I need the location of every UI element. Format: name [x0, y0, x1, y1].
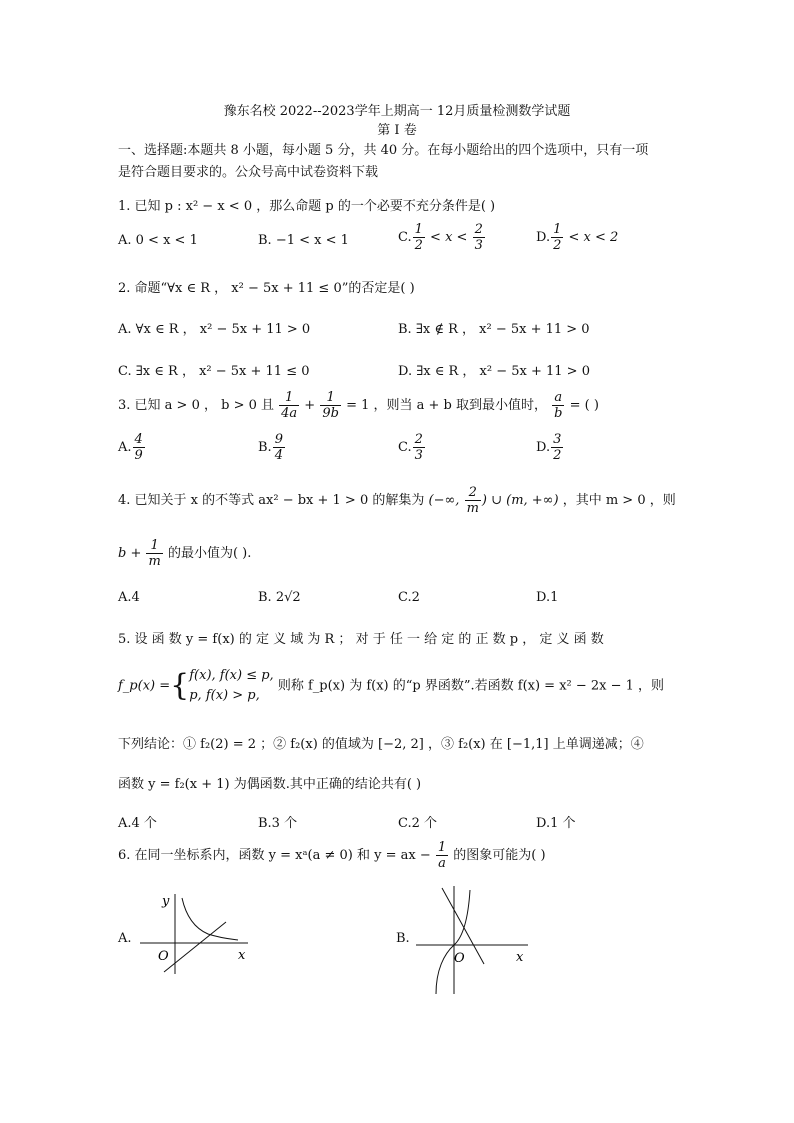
question-2-stem: 2. 命题“∀x ∈ R ， x² − 5x + 11 ≤ 0”的否定是( )	[118, 281, 415, 296]
question-3-option-a: A. $\frac{4}{9}$	[118, 432, 143, 463]
question-6-option-b-label: B.	[396, 931, 410, 946]
question-4-option-a: A.4	[118, 590, 140, 605]
question-4-option-c: C.2	[398, 590, 420, 605]
question-5-line3: 下列结论：① f₂(2) = 2 ；② f₂(x) 的值域为 [−2, 2] ，③ f₂(x) 在 [−1,1] 上单调递减；④	[118, 737, 644, 752]
graph-b-x-label: x	[516, 950, 524, 965]
section-intro-line2: 是符合题目要求的。公众号高中试卷资料下载	[118, 165, 379, 180]
question-2-option-c: C. ∃x ∈ R ， x² − 5x + 11 ≤ 0	[118, 364, 310, 379]
graph-b-origin: O	[454, 951, 465, 966]
graph-a-origin: O	[158, 949, 169, 964]
question-2-option-a: A. ∀x ∈ R ， x² − 5x + 11 > 0	[118, 322, 311, 337]
question-5-option-b: B.3 个	[258, 816, 298, 831]
question-1-option-d: D. $\frac{1}{2}$ < x < 2	[536, 222, 619, 253]
question-4-option-b: B. 2√2	[258, 590, 301, 605]
volume-label: 第 I 卷	[377, 123, 417, 138]
question-3-stem: 3. 已知 a > 0 ， b > 0 且 $\frac{1}{4a}$ + $\frac{1}{9b}$ = 1 ，则当 a + b 取到最小值时， $\frac{a}{b}$ = ( )	[118, 390, 599, 421]
graph-b-power-curve	[436, 890, 470, 994]
graph-a-line	[164, 922, 226, 972]
exam-title: 豫东名校 2022--2023学年上期高一 12月质量检测数学试题	[223, 104, 571, 119]
question-6-graph-a	[138, 888, 250, 976]
question-1-option-a: A. 0 < x < 1	[118, 233, 198, 248]
question-3-option-d: D. $\frac{3}{2}$	[536, 432, 562, 463]
graph-a-power-curve	[182, 898, 238, 940]
question-6-stem: 6. 在同一坐标系内，函数 y = xᵃ(a ≠ 0) 和 y = ax − $\frac{1}{a}$ 的图象可能为( )	[118, 840, 546, 871]
question-5-option-d: D.1 个	[536, 816, 576, 831]
question-1-option-b: B. −1 < x < 1	[258, 233, 349, 248]
question-4-option-d: D.1	[536, 590, 559, 605]
graph-a-y-label: y	[162, 894, 170, 909]
question-5-line4: 函数 y = f₂(x + 1) 为偶函数.其中正确的结论共有( )	[118, 777, 422, 792]
question-5-line2: f_p(x) ={ f(x), f(x) ≤ p, p, f(x) > p, 则称 f_p(x) 为 f(x) 的“p 界函数”.若函数 f(x) = x² − 2x − 1 ，则	[118, 668, 665, 703]
question-3-option-b: B. $\frac{9}{4}$	[258, 432, 283, 463]
question-5-option-c: C.2 个	[398, 816, 438, 831]
section-intro-line1: 一、选择题:本题共 8 小题，每小题 5 分，共 40 分。在每小题给出的四个选项中，只有一项	[118, 143, 649, 158]
question-6-graph-b	[414, 882, 530, 998]
question-2-option-d: D. ∃x ∈ R ， x² − 5x + 11 > 0	[398, 364, 590, 379]
question-1-option-c: C. $\frac{1}{2}$ < x < $\frac{2}{3}$	[398, 222, 483, 253]
question-5-option-a: A.4 个	[118, 816, 157, 831]
question-1-stem: 1. 已知 p : x² − x < 0 ，那么命题 p 的一个必要不充分条件是( )	[118, 199, 496, 214]
question-3-option-c: C. $\frac{2}{3}$	[398, 432, 423, 463]
question-4-stem: 4. 已知关于 x 的不等式 ax² − bx + 1 > 0 的解集为 (−∞, $\frac{2}{m}$ ) ∪ (m, +∞) ，其中 m > 0 ，则	[118, 485, 676, 516]
graph-a-x-label: x	[238, 948, 246, 963]
question-6-option-a-label: A.	[118, 931, 132, 946]
question-5-line1: 5. 设 函 数 y = f(x) 的 定 义 域 为 R ； 对 于 任 一 给 定 的 正 数 p ， 定 义 函 数	[118, 632, 604, 647]
question-2-option-b: B. ∃x ∉ R ， x² − 5x + 11 > 0	[398, 322, 590, 337]
question-4-stem-line2: b + $\frac{1}{m}$ 的最小值为( ).	[118, 538, 252, 569]
